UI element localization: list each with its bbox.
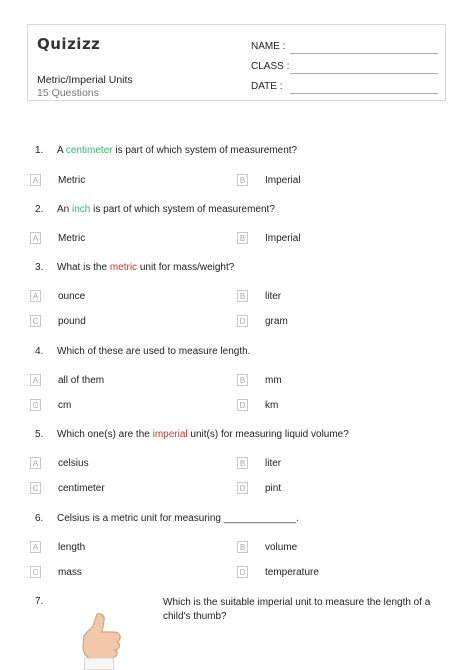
question-number: 1.	[35, 145, 44, 156]
question-count: 15 Questions	[37, 87, 99, 99]
option-text: gram	[265, 316, 288, 327]
option-box-a[interactable]: A	[30, 541, 41, 553]
option-text: mm	[265, 375, 282, 386]
option-box-c[interactable]: C	[30, 566, 41, 578]
option-text: all of them	[58, 375, 105, 386]
question-number: 6.	[35, 513, 44, 524]
question-text: Which is the suitable imperial unit to measure the length of a child's thumb?	[163, 597, 431, 622]
highlight-term: inch	[72, 204, 91, 215]
option-text: pint	[265, 483, 282, 494]
option-box-d[interactable]: D	[237, 399, 248, 411]
option-box-d[interactable]: D	[237, 566, 248, 578]
question-number: 3.	[35, 262, 44, 273]
question-3	[35, 262, 234, 273]
highlight-term: imperial	[152, 429, 188, 440]
option-text: Metric	[58, 233, 86, 244]
option-text: temperature	[265, 567, 319, 578]
thumb-image	[77, 612, 123, 670]
option-text: celsius	[58, 458, 89, 469]
option-box-b[interactable]: B	[237, 374, 248, 386]
option-box-b[interactable]: B	[237, 457, 248, 469]
option-text: ounce	[58, 291, 86, 302]
name-label: NAME :	[251, 41, 286, 52]
option-box-a[interactable]: A	[30, 174, 41, 186]
option-text: Imperial	[265, 233, 301, 244]
question-text: is part of which system of measurement?	[112, 145, 298, 156]
option-text: Metric	[58, 175, 86, 186]
option-text: length	[58, 542, 86, 553]
option-text: centimeter	[58, 483, 105, 494]
option-box-a[interactable]: A	[30, 374, 41, 386]
question-6	[35, 513, 299, 524]
highlight-term: centimeter	[65, 145, 113, 156]
question-number: 7.	[35, 596, 44, 607]
question-number: 4.	[35, 346, 44, 357]
option-text: cm	[58, 400, 72, 411]
question-text: A	[57, 145, 66, 156]
worksheet-header	[27, 24, 446, 101]
question-text: unit for mass/weight?	[137, 262, 235, 273]
worksheet-title: Metric/Imperial Units	[37, 74, 133, 86]
question-7	[35, 596, 57, 607]
question-text: Which of these are used to measure length.	[57, 346, 251, 357]
class-label: CLASS :	[251, 61, 290, 72]
question-text: Which one(s) are the	[57, 429, 153, 440]
option-text: km	[265, 400, 279, 411]
highlight-term: metric	[109, 262, 138, 273]
option-text: mass	[58, 567, 82, 578]
option-box-c[interactable]: C	[30, 315, 41, 327]
option-box-d[interactable]: D	[237, 482, 248, 494]
option-text: liter	[265, 291, 282, 302]
option-text: liter	[265, 458, 282, 469]
option-box-b[interactable]: B	[237, 232, 248, 244]
question-text: is part of which system of measurement?	[90, 204, 275, 215]
question-5	[35, 429, 349, 440]
option-box-b[interactable]: B	[237, 290, 248, 302]
option-box-d[interactable]: D	[237, 315, 248, 327]
question-text: An	[57, 204, 73, 215]
question-number: 5.	[35, 429, 44, 440]
name-line	[290, 53, 438, 54]
question-text: What is the	[57, 262, 110, 273]
option-box-a[interactable]: A	[30, 232, 41, 244]
question-text: Celsius is a metric unit for measuring _____________.	[57, 513, 299, 524]
option-box-a[interactable]: A	[30, 457, 41, 469]
date-label: DATE :	[251, 81, 283, 92]
question-1	[35, 145, 297, 156]
option-box-b[interactable]: B	[237, 174, 248, 186]
question-4	[35, 346, 250, 357]
quizizz-logo: Quizizz	[37, 35, 101, 53]
option-box-c[interactable]: C	[30, 482, 41, 494]
option-text: volume	[265, 542, 298, 553]
class-line	[290, 73, 438, 74]
question-2	[35, 204, 275, 215]
option-text: Imperial	[265, 175, 301, 186]
question-text: unit(s) for measuring liquid volume?	[187, 429, 349, 440]
date-line	[290, 93, 438, 94]
option-box-a[interactable]: A	[30, 290, 41, 302]
option-box-c[interactable]: C	[30, 399, 41, 411]
option-text: pound	[58, 316, 86, 327]
question-number: 2.	[35, 204, 44, 215]
option-box-b[interactable]: B	[237, 541, 248, 553]
